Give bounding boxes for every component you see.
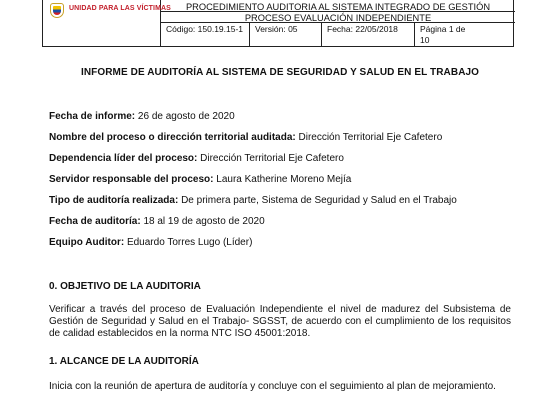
section-body-scope: Inicia con la reunión de apertura de auditoría y concluye con el seguimiento al plan de mejoramiento. <box>49 381 496 392</box>
section-body-objective: Verificar a través del proceso de Evaluación Independiente el nivel de madurez del Subsistema de Gestión de Seguridad y Salud en el Trabajo- SGSST, de acuerdo con el cumplimiento de los requisitos de calidad establecidos en la norma NTC ISO 45001:2018. <box>49 304 511 339</box>
process-title: PROCESO EVALUACIÓN INDEPENDIENTE <box>244 13 432 23</box>
logo-cell <box>43 0 171 47</box>
document-header <box>42 0 514 47</box>
organization-logo-text: UNIDAD PARA LAS VÍCTIMAS <box>69 5 171 12</box>
procedure-title: PROCEDIMIENTO AUDITORIA AL SISTEMA INTEGRADO DE GESTIÓN <box>185 2 491 12</box>
field-audit-date: Fecha de auditoría: 18 al 19 de agosto de 2020 <box>49 216 265 227</box>
document-version: Versión: 05 <box>255 24 298 34</box>
field-responsible-official: Servidor responsable del proceso: Laura Katherine Moreno Mejía <box>49 174 352 185</box>
field-audited-process: Nombre del proceso o dirección territorial auditada: Dirección Territorial Eje Cafetero <box>49 132 443 143</box>
field-report-date: Fecha de informe: 26 de agosto de 2020 <box>49 111 235 122</box>
field-audit-type: Tipo de auditoría realizada: De primera parte, Sistema de Seguridad y Salud en el Trabajo <box>49 195 457 206</box>
report-title: INFORME DE AUDITORÍA AL SISTEMA DE SEGURIDAD Y SALUD EN EL TRABAJO <box>80 67 480 78</box>
document-code: Código: 150.19.15-1 <box>166 24 244 34</box>
field-audit-team: Equipo Auditor: Eduardo Torres Lugo (Líder) <box>49 237 253 248</box>
section-heading-scope: 1. ALCANCE DE LA AUDITORÍA <box>49 356 199 367</box>
section-heading-objective: 0. OBJETIVO DE LA AUDITORIA <box>49 281 201 292</box>
coat-of-arms-icon <box>50 3 64 18</box>
document-date: Fecha: 22/05/2018 <box>327 24 398 34</box>
field-lead-dependency: Dependencia líder del proceso: Dirección Territorial Eje Cafetero <box>49 153 344 164</box>
page-number: Página 1 de 10 <box>420 24 466 45</box>
